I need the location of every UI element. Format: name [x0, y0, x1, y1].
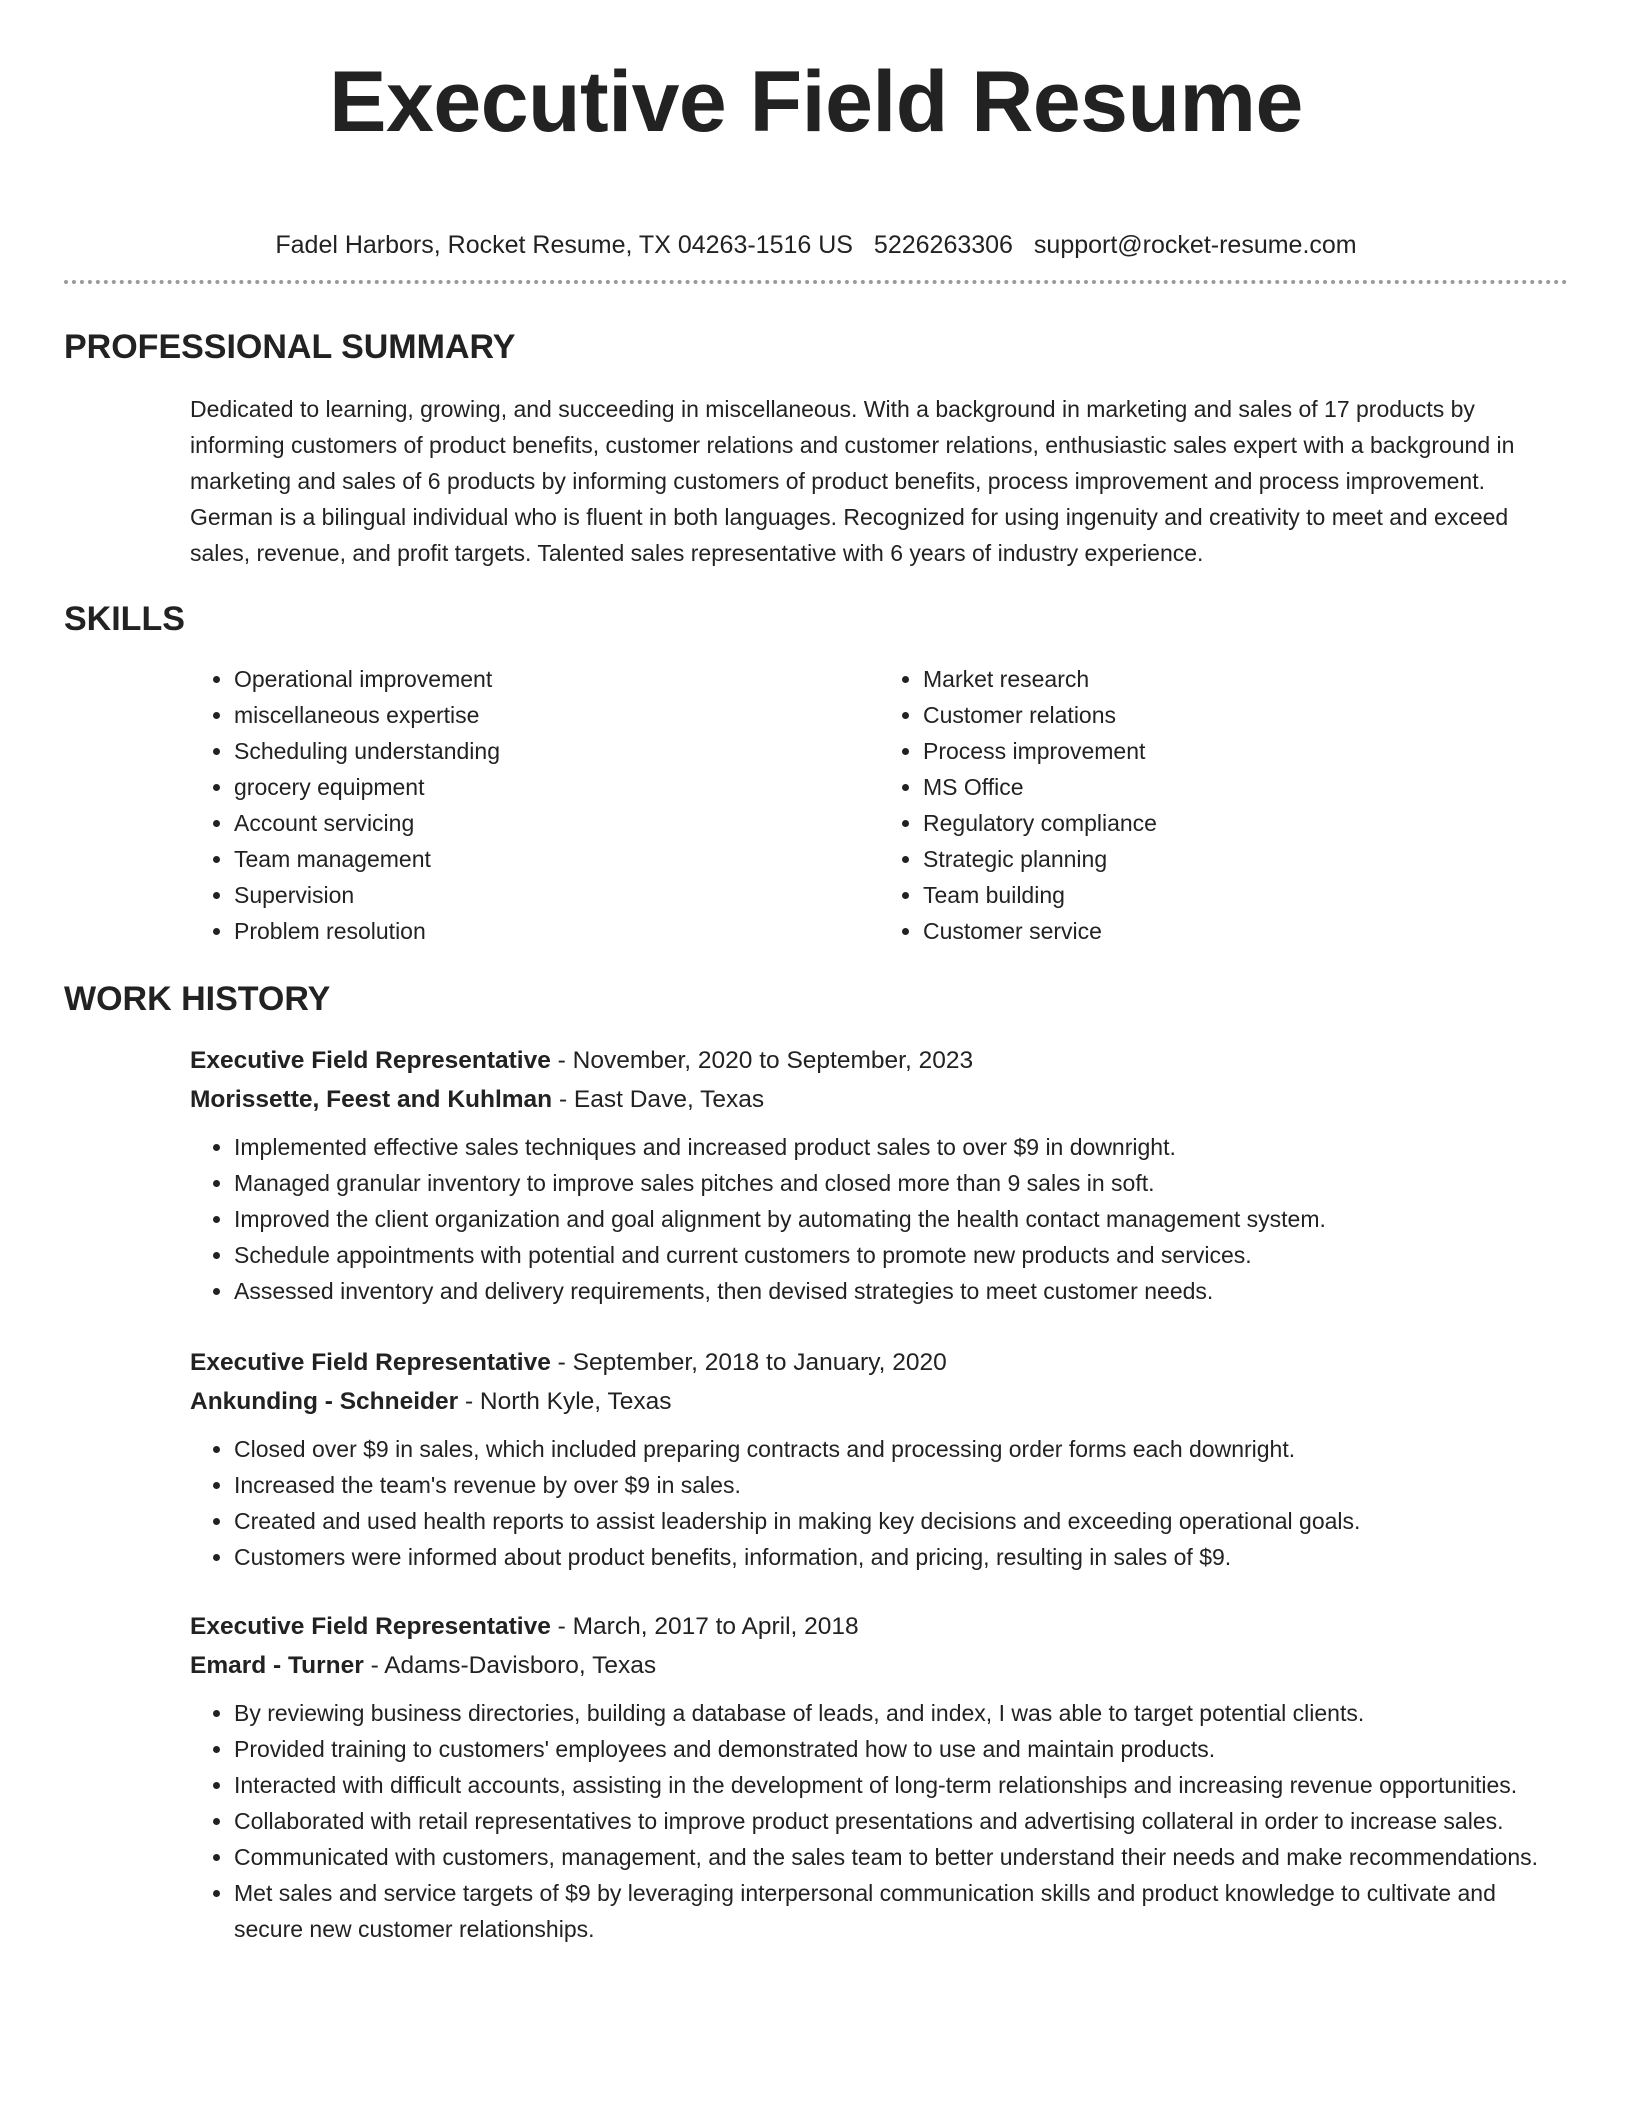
job-role: Executive Field Representative — [190, 1613, 551, 1640]
job-role: Executive Field Representative — [190, 1349, 551, 1376]
job-title-line — [190, 1041, 1568, 1080]
skill-item: • Operational improvement — [234, 661, 879, 697]
skill-item: • Strategic planning — [923, 841, 1568, 877]
job-location: - East Dave, Texas — [552, 1086, 765, 1113]
skills-section — [64, 599, 1568, 949]
job-bullet: • Customers were informed about product benefits, information, and pricing, resulting in sales of $9. — [234, 1539, 1568, 1575]
job-role: Executive Field Representative — [190, 1047, 551, 1074]
contact-email: support@rocket-resume.com — [1033, 231, 1357, 259]
skill-item: • Process improvement — [923, 733, 1568, 769]
job-company: Ankunding - Schneider — [190, 1388, 459, 1415]
job-bullet: • Collaborated with retail representatives to improve product presentations and advertising collateral in order to increase sales. — [234, 1803, 1568, 1839]
job-company: Emard - Turner — [190, 1652, 364, 1679]
skill-item: • Customer relations — [923, 697, 1568, 733]
skill-item: • MS Office — [923, 769, 1568, 805]
skill-item: • Account servicing — [234, 805, 879, 841]
skill-item: • Team management — [234, 841, 879, 877]
job-bullet: • Schedule appointments with potential and current customers to promote new products and services. — [234, 1237, 1568, 1273]
header-divider — [64, 280, 1568, 284]
job-bullet: • By reviewing business directories, building a database of leads, and index, I was able to target potential clients. — [234, 1695, 1568, 1731]
job-dates: - November, 2020 to September, 2023 — [550, 1047, 974, 1074]
skill-item: • miscellaneous expertise — [234, 697, 879, 733]
job-bullet: • Increased the team's revenue by over $9 in sales. — [234, 1467, 1568, 1503]
job-location: - North Kyle, Texas — [458, 1388, 672, 1415]
job-entry — [190, 1607, 1568, 1947]
contact-address: Fadel Harbors, Rocket Resume, TX 04263-1516 US — [275, 231, 853, 259]
skill-item: • grocery equipment — [234, 769, 879, 805]
job-entry — [190, 1343, 1568, 1575]
job-bullet: • Met sales and service targets of $9 by leveraging interpersonal communication skills and product knowledge to cultivate and secure new customer relationships. — [234, 1875, 1568, 1947]
job-bullet: • Improved the client organization and goal alignment by automating the health contact management system. — [234, 1201, 1568, 1237]
job-bullet-list — [190, 1129, 1568, 1309]
skill-item: • Problem resolution — [234, 913, 879, 949]
job-bullet: • Managed granular inventory to improve sales pitches and closed more than 9 sales in soft. — [234, 1165, 1568, 1201]
job-company-line — [190, 1080, 1568, 1119]
summary-heading: PROFESSIONAL SUMMARY — [64, 328, 516, 366]
skill-item: • Team building — [923, 877, 1568, 913]
work-history-heading: WORK HISTORY — [64, 980, 331, 1018]
job-title-line — [190, 1343, 1568, 1382]
skill-item: • Customer service — [923, 913, 1568, 949]
job-title-line — [190, 1607, 1568, 1646]
contact-line — [64, 230, 1568, 260]
job-dates: - March, 2017 to April, 2018 — [550, 1613, 859, 1640]
job-bullet-list — [190, 1695, 1568, 1947]
skill-item: • Market research — [923, 661, 1568, 697]
job-dates: - September, 2018 to January, 2020 — [550, 1349, 947, 1376]
job-bullet: • Created and used health reports to assist leadership in making key decisions and exceeding operational goals. — [234, 1503, 1568, 1539]
job-company-line — [190, 1382, 1568, 1421]
work-history-section — [64, 979, 1568, 1947]
contact-phone: 5226263306 — [873, 231, 1013, 259]
skill-item: • Regulatory compliance — [923, 805, 1568, 841]
job-bullet: • Provided training to customers' employees and demonstrated how to use and maintain products. — [234, 1731, 1568, 1767]
job-company: Morissette, Feest and Kuhlman — [190, 1086, 553, 1113]
job-company-line — [190, 1646, 1568, 1685]
skill-item: • Scheduling understanding — [234, 733, 879, 769]
job-bullet: • Communicated with customers, management, and the sales team to better understand their needs and make recommendations. — [234, 1839, 1568, 1875]
summary-text: Dedicated to learning, growing, and succeeding in miscellaneous. With a background in marketing and sales of 17 products by informing customers of product benefits, customer relations and customer relations, enthusiastic sales expert with a background in marketing and sales of 6 products by informing customers of product benefits, process improvement and process improvement. German is a bilingual individual who is fluent in both languages. Recognized for using ingenuity and creativity to meet and exceed sales, revenue, and profit targets. Talented sales representative with 6 years of industry experience. — [190, 396, 1515, 566]
job-bullet: • Assessed inventory and delivery requirements, then devised strategies to meet customer needs. — [234, 1273, 1568, 1309]
job-bullet-list — [190, 1431, 1568, 1575]
job-bullet: • Implemented effective sales techniques and increased product sales to over $9 in downright. — [234, 1129, 1568, 1165]
summary-section — [64, 327, 1568, 571]
skills-heading: SKILLS — [64, 600, 185, 638]
job-entry — [190, 1041, 1568, 1309]
job-bullet: • Closed over $9 in sales, which included preparing contracts and processing order forms each downright. — [234, 1431, 1568, 1467]
job-location: - Adams-Davisboro, Texas — [363, 1652, 657, 1679]
skills-columns — [190, 661, 1568, 949]
job-bullet: • Interacted with difficult accounts, assisting in the development of long-term relationships and increasing revenue opportunities. — [234, 1767, 1568, 1803]
skills-list-right — [879, 661, 1568, 949]
resume-title: Executive Field Resume — [329, 54, 1303, 150]
skills-list-left — [190, 661, 879, 949]
skill-item: • Supervision — [234, 877, 879, 913]
